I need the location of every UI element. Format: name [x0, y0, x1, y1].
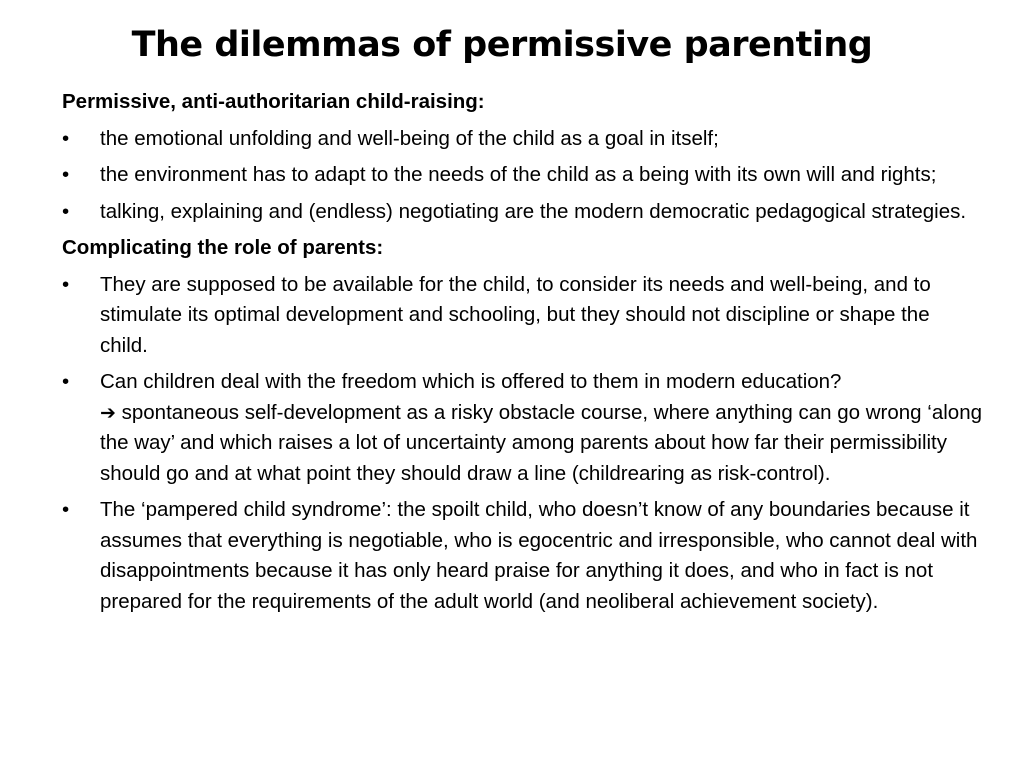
bullet-marker: •	[62, 272, 70, 296]
bullet-text: They are supposed to be available for the child, to consider its needs and well-being, and to stimulate its optimal development and schooling, but they should not discipline or shape the child.	[100, 272, 931, 357]
slide-title: The dilemmas of permissive parenting	[131, 25, 873, 65]
list-item	[62, 197, 982, 228]
list-item	[62, 367, 982, 489]
bullet-marker: •	[62, 498, 70, 521]
bullet-continuation-text: spontaneous self-development as a risky obstacle course, where anything can go wrong ‘along the way’ and which raises a lot of uncertainty among parents about how far their permissibility should go and at what point they should draw a line (childrearing as risk-control).	[100, 400, 982, 485]
list-item	[62, 160, 982, 191]
list-item	[62, 495, 982, 617]
bullet-marker: •	[62, 370, 70, 393]
bullet-marker: •	[62, 163, 70, 186]
section-heading-permissive: Permissive, anti-authoritarian child-raising:	[62, 90, 485, 113]
list-item	[62, 270, 982, 362]
bullet-marker: •	[62, 126, 70, 150]
list-item	[62, 124, 982, 155]
bullet-text: the environment has to adapt to the needs of the child as a being with its own will and rights;	[100, 163, 937, 186]
bullet-text: The ‘pampered child syndrome’: the spoilt child, who doesn’t know of any boundaries because it assumes that everything is negotiable, who is egocentric and irresponsible, who cannot deal with disappointments because it has only heard praise for anything it does, and who in fact is not prepared for the requirements of the adult world (and neoliberal achievement society).	[100, 498, 978, 613]
slide-body	[62, 87, 982, 623]
section-heading-parents-role: Complicating the role of parents:	[62, 236, 384, 259]
bullet-text: the emotional unfolding and well-being of the child as a goal in itself;	[100, 126, 719, 150]
bullet-text: Can children deal with the freedom which is offered to them in modern education?	[100, 370, 842, 393]
right-arrow-icon: ➔	[100, 401, 116, 424]
bullet-text: talking, explaining and (endless) negotiating are the modern democratic pedagogical strategies.	[100, 199, 967, 223]
bullet-marker: •	[62, 199, 70, 223]
